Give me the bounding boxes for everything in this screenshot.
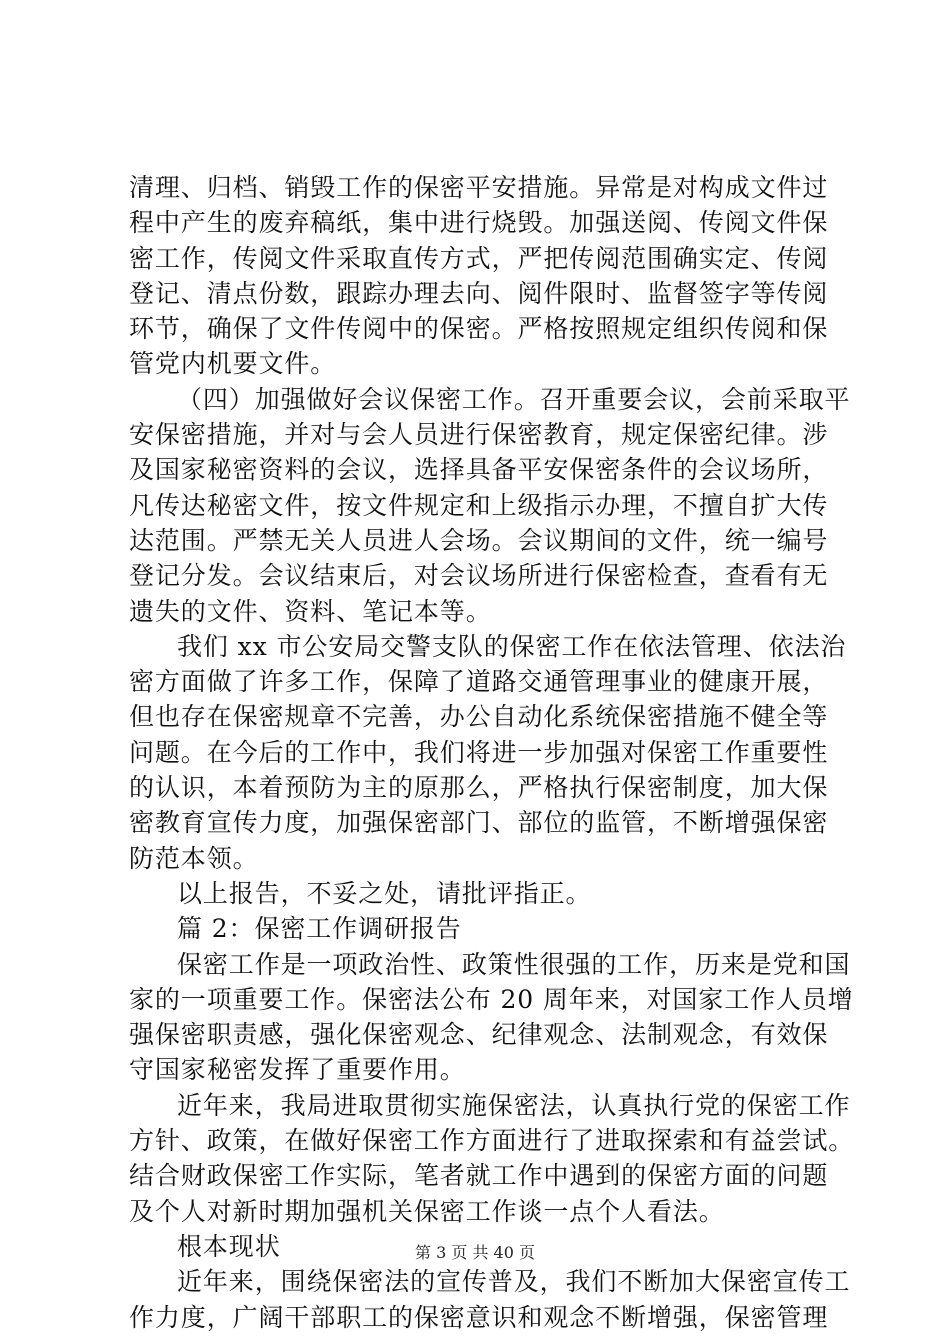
section-heading: 篇 2：保密工作调研报告 [177,914,462,944]
text-line: 凡传达秘密文件，按文件规定和上级指示办理，不擅自扩大传 [129,490,829,520]
text-line: 作力度，广阔干部职工的保密意识和观念不断增强，保密管理 [129,1302,829,1332]
page-number: 第 3 页 共 40 页 [415,1243,535,1262]
text-line: 环节，确保了文件传阅中的保密。严格按照规定组织传阅和保 [129,314,829,344]
text-line: 管党内机要文件。 [129,349,337,379]
text-line: 问题。在今后的工作中，我们将进一步加强对保密工作重要性 [129,737,829,767]
text-line: 及国家秘密资料的会议，选择具备平安保密条件的会议场所， [129,455,829,485]
text-line: 防范本领。 [129,843,259,873]
text-line: 家的一项重要工作。保密法公布 20 周年来，对国家工作人员增 [129,984,854,1014]
text-line: 但也存在保密规章不完善，办公自动化系统保密措施不健全等 [129,702,829,732]
paragraph-start-line: 以上报告，不妥之处，请批评指正。 [177,878,592,908]
text-line: 密工作，传阅文件采取直传方式，严把传阅范围确实定、传阅 [129,243,829,273]
text-line: 安保密措施，并对与会人员进行保密教育，规定保密纪律。涉 [129,420,829,450]
text-line: 登记、清点份数，跟踪办理去向、阅件限时、监督签字等传阅 [129,278,829,308]
text-line: 遗失的文件、资料、笔记本等。 [129,596,492,626]
paragraph-start-line: 我们 xx 市公安局交警支队的保密工作在依法管理、依法治 [177,631,847,661]
text-line: 程中产生的废弃稿纸，集中进行烧毁。加强送阅、传阅文件保 [129,208,829,238]
text-line: 登记分发。会议结束后，对会议场所进行保密检查，查看有无 [129,561,829,591]
subsection-heading: 根本现状 [177,1231,281,1261]
text-line: 守国家秘密发挥了重要作用。 [129,1055,466,1085]
text-line: 结合财政保密工作实际，笔者就工作中遇到的保密方面的问题 [129,1161,829,1191]
paragraph-start-line: 保密工作是一项政治性、政策性很强的工作，历来是党和国 [177,949,851,979]
text-line: 达范围。严禁无关人员进人会场。会议期间的文件，统一编号 [129,525,829,555]
paragraph-start-line: 近年来，我局进取贯彻实施保密法，认真执行党的保密工作 [177,1090,851,1120]
text-line: 密教育宣传力度，加强保密部门、部位的监管，不断增强保密 [129,808,829,838]
text-line: 清理、归档、销毁工作的保密平安措施。异常是对构成文件过 [129,173,829,202]
text-line: 强保密职责感，强化保密观念、纪律观念、法制观念，有效保 [129,1020,829,1050]
document-body [129,170,855,1335]
text-line: 及个人对新时期加强机关保密工作谈一点个人看法。 [129,1196,725,1226]
text-line: 的认识，本着预防为主的原那么，严格执行保密制度，加大保 [129,773,829,803]
paragraph-start-line: （四）加强做好会议保密工作。召开重要会议，会前采取平 [177,384,851,414]
page-footer [0,1243,950,1263]
paragraph-start-line: 近年来，围绕保密法的宣传普及，我们不断加大保密宣传工 [177,1267,851,1297]
text-line: 密方面做了许多工作，保障了道路交通管理事业的健康开展， [129,667,829,697]
text-line: 方针、政策，在做好保密工作方面进行了进取探索和有益尝试。 [129,1126,855,1156]
